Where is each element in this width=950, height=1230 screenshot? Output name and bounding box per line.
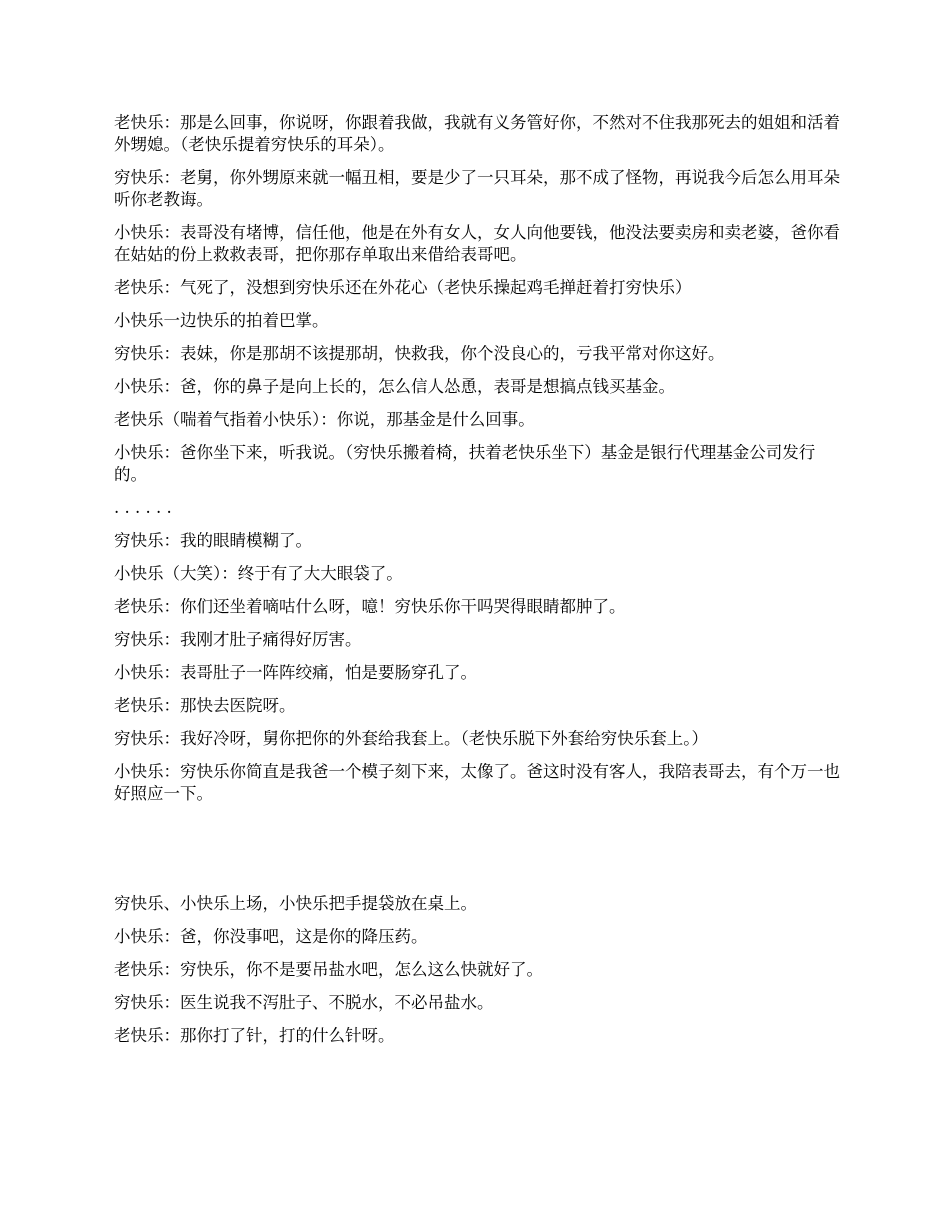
dialogue-line: 小快乐：爸，你的鼻子是向上长的，怎么信人怂恿，表哥是想搞点钱买基金。 (114, 377, 675, 396)
dialogue-line: 老快乐：穷快乐，你不是要吊盐水吧，怎么这么快就好了。 (114, 960, 543, 979)
dialogue-line: 小快乐：爸你坐下来，听我说。（穷快乐搬着椅，扶着老快乐坐下）基金是银行代理基金公司发行的。 (114, 443, 816, 484)
dialogue-line: 小快乐：爸，你没事吧，这是你的降压药。 (114, 927, 428, 946)
dialogue-line: 穷快乐：我的眼睛模糊了。 (114, 531, 312, 550)
section-gap (114, 816, 840, 893)
dialogue-line: 穷快乐：医生说我不泻肚子、不脱水，不必吊盐水。 (114, 993, 494, 1012)
dialogue-line: 老快乐（喘着气指着小快乐）：你说，那基金是什么回事。 (114, 410, 535, 429)
dialogue-line: 老快乐：你们还坐着嘀咕什么呀，噫！穷快乐你干吗哭得眼睛都肿了。 (114, 597, 626, 616)
dialogue-line: 穷快乐：我刚才肚子痛得好厉害。 (114, 630, 362, 649)
dialogue-line: 穷快乐：我好冷呀，舅你把你的外套给我套上。（老快乐脱下外套给穷快乐套上。） (114, 729, 708, 748)
dialogue-line: 老快乐：那是么回事，你说呀，你跟着我做，我就有义务管好你，不然对不住我那死去的姐姐和活着外甥媳。（老快乐提着穷快乐的耳朵）。 (114, 113, 840, 154)
stage-direction: 小快乐一边快乐的拍着巴掌。 (114, 311, 329, 330)
dialogue-line: 小快乐：表哥肚子一阵阵绞痛，怕是要肠穿孔了。 (114, 663, 477, 682)
dialogue-line: 穷快乐：表妹，你是那胡不该提那胡，快救我，你个没良心的，亏我平常对你这好。 (114, 344, 725, 363)
dialogue-line: 穷快乐：老舅，你外甥原来就一幅丑相，要是少了一只耳朵，那不成了怪物，再说我今后怎么用耳朵听你老教诲。 (114, 168, 840, 209)
dialogue-line: 老快乐：气死了，没想到穷快乐还在外花心（老快乐操起鸡毛掸赶着打穷快乐） (114, 278, 692, 297)
dialogue-line: 老快乐：那你打了针，打的什么针呀。 (114, 1026, 395, 1045)
dialogue-line: 小快乐：穷快乐你简直是我爸一个模子刻下来，太像了。爸这时没有客人，我陪表哥去，有个万一也好照应一下。 (114, 762, 840, 803)
stage-direction: 穷快乐、小快乐上场，小快乐把手提袋放在桌上。 (114, 894, 477, 913)
dialogue-line: 小快乐（大笑）：终于有了大大眼袋了。 (114, 564, 403, 583)
document-page (114, 112, 840, 1058)
dialogue-line: 老快乐：那快去医院呀。 (114, 696, 296, 715)
dialogue-line: 小快乐：表哥没有堵博，信任他，他是在外有女人，女人向他要钱，他没法要卖房和卖老婆，爸你看在姑姑的份上救救表哥，把你那存单取出来借给表哥吧。 (114, 223, 840, 264)
ellipsis-separator: . . . . . . (114, 498, 172, 517)
